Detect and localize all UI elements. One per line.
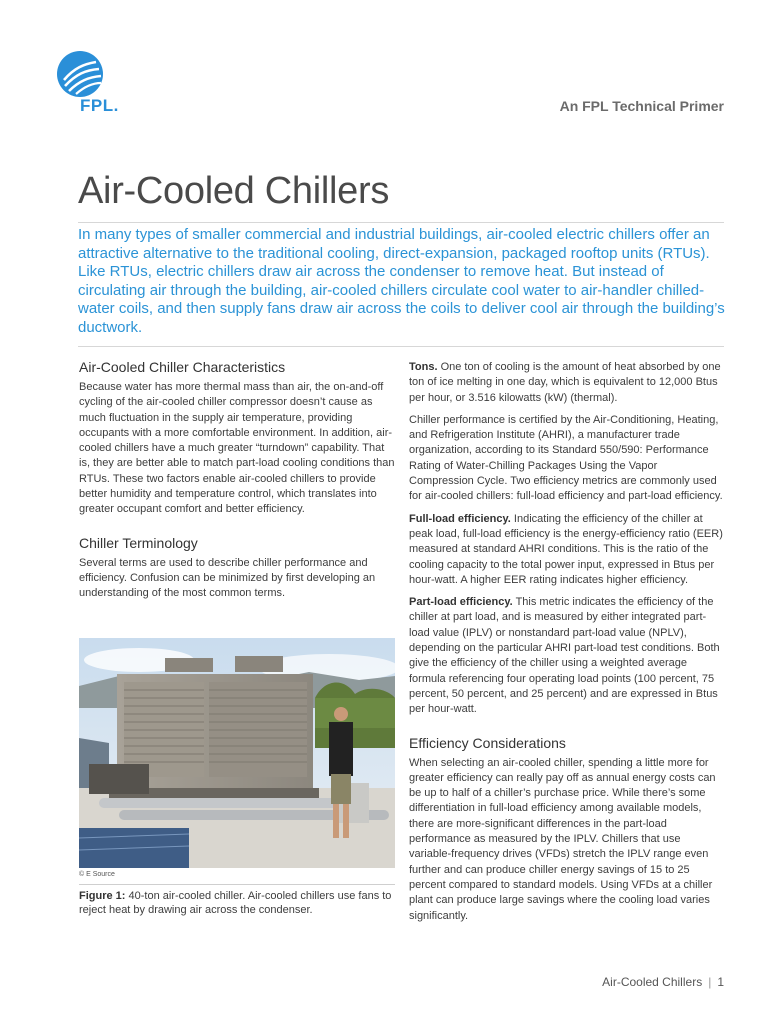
intro-paragraph: In many types of smaller commercial and industrial buildings, air-cooled electric chillers offer an attractive alternative to the traditional cooling, direct-expansion, packaged rooftop units (RTUs). Like RTUs, electric chillers draw air across the condenser to remove heat. But instead of circulating air through the building, air-cooled chillers circulate cool water to air-handler chilled-water coils, and then supply fans draw air across the coils to deliver cool air through the building’s ductwork.: [78, 226, 725, 336]
page-footer: [602, 975, 724, 989]
tons-definition: One ton of cooling is the amount of heat absorbed by one ton of ice melting in one day, which is equivalent to 12,000 Btus per hour, or 3.516 kilowatts (kW) (thermal).: [409, 361, 721, 404]
chiller-photo-illustration: [79, 638, 395, 868]
partload-term: Part-load efficiency.: [409, 596, 513, 609]
tons-paragraph: [409, 360, 725, 406]
figure-caption: [79, 889, 395, 917]
fullload-definition: Indicating the efficiency of the chiller at peak load, full-load efficiency is the energy-efficiency ratio (EER) measured at standard AHRI conditions. This is the ratio of the cooling capacity to the total power input, expressed in Btus per hour-watt. A higher EER rating indicates higher efficiency.: [409, 512, 723, 586]
characteristics-heading: Air-Cooled Chiller Characteristics: [79, 359, 286, 375]
logo-wordmark: FPL.: [80, 96, 119, 115]
left-column: [79, 358, 395, 609]
characteristics-text: Because water has more thermal mass than air, the on-and-off cycling of the air-cooled chiller compressor doesn’t cause as much fluctuation in the supply air temperature, providing occupants with a more comfortable environment. In addition, air-cooled chillers have a much greater “turndown” capability. That is, they are better able to match part-load cooling conditions than RTUs. These two factors enable air-cooled chillers to provide better humidity and temperature control, which translates into greater occupant comfort and better efficiency.: [79, 381, 395, 516]
title-divider: [78, 222, 724, 223]
fullload-paragraph: [409, 512, 725, 588]
partload-paragraph: [409, 595, 725, 717]
tons-term: Tons.: [409, 361, 438, 373]
terminology-text: Several terms are used to describe chiller performance and efficiency. Confusion can be minimized by first developing an understanding of the most common terms.: [79, 556, 376, 600]
photo-credit: © E Source: [79, 871, 115, 878]
figure-caption-text: 40-ton air-cooled chiller. Air-cooled chillers use fans to reject heat by drawing air across the condenser.: [79, 890, 392, 916]
primer-label: An FPL Technical Primer: [559, 98, 724, 114]
intro-divider: [78, 346, 724, 347]
footer-doc-name: Air-Cooled Chillers: [602, 975, 703, 989]
terminology-heading: Chiller Terminology: [79, 534, 198, 551]
fpl-sunburst-icon: [56, 50, 104, 98]
figure-caption-label: Figure 1:: [79, 890, 126, 902]
fullload-term: Full-load efficiency.: [409, 512, 511, 525]
figure-divider: [79, 884, 395, 885]
chiller-photo: [79, 638, 395, 868]
page-number: 1: [717, 975, 724, 989]
ahri-paragraph: Chiller performance is certified by the Air-Conditioning, Heating, and Refrigeration Institute (AHRI), a manufacturer trade organization, according to its Standard 550/590: Performance Rating of Water-Chilling Packages Using the Vapor Compression Cycle. Two efficiency metrics are commonly used for air-cooled chillers: full-load efficiency and part-load efficiency.: [409, 413, 723, 503]
right-column: [409, 360, 725, 931]
page-title: Air-Cooled Chillers: [78, 170, 390, 212]
efficiency-text: When selecting an air-cooled chiller, spending a little more for greater efficiency can really pay off as annual energy costs can be up to half of a chiller’s purchase price. While there’s some differentiation in full-load efficiency among available models, there are more-significant differences in the part-load performance as measured by the IPLV. Chillers that use variable-frequency drives (VFDs) stretch the IPLV range even further and can produce chiller energy savings of 15 to 25 percent compared to standard models. Using VFDs at a chiller plant can produce large savings where the cooling load varies significantly.: [409, 756, 716, 922]
fpl-logo: [56, 50, 128, 118]
efficiency-heading: Efficiency Considerations: [409, 734, 566, 751]
footer-separator: |: [708, 975, 712, 989]
partload-definition: This metric indicates the efficiency of the chiller at part load, and is measured by either integrated part-load value (IPLV) or nonstandard part-load value (NPLV), depending on the particular AHRI part-load test conditions. Both give the efficiency of the chiller using a weighted average formula referencing four operating load points (100 percent, 75 percent, 50 percent, and 25 percent) and are expressed in Btus per hour-watt.: [409, 596, 720, 716]
